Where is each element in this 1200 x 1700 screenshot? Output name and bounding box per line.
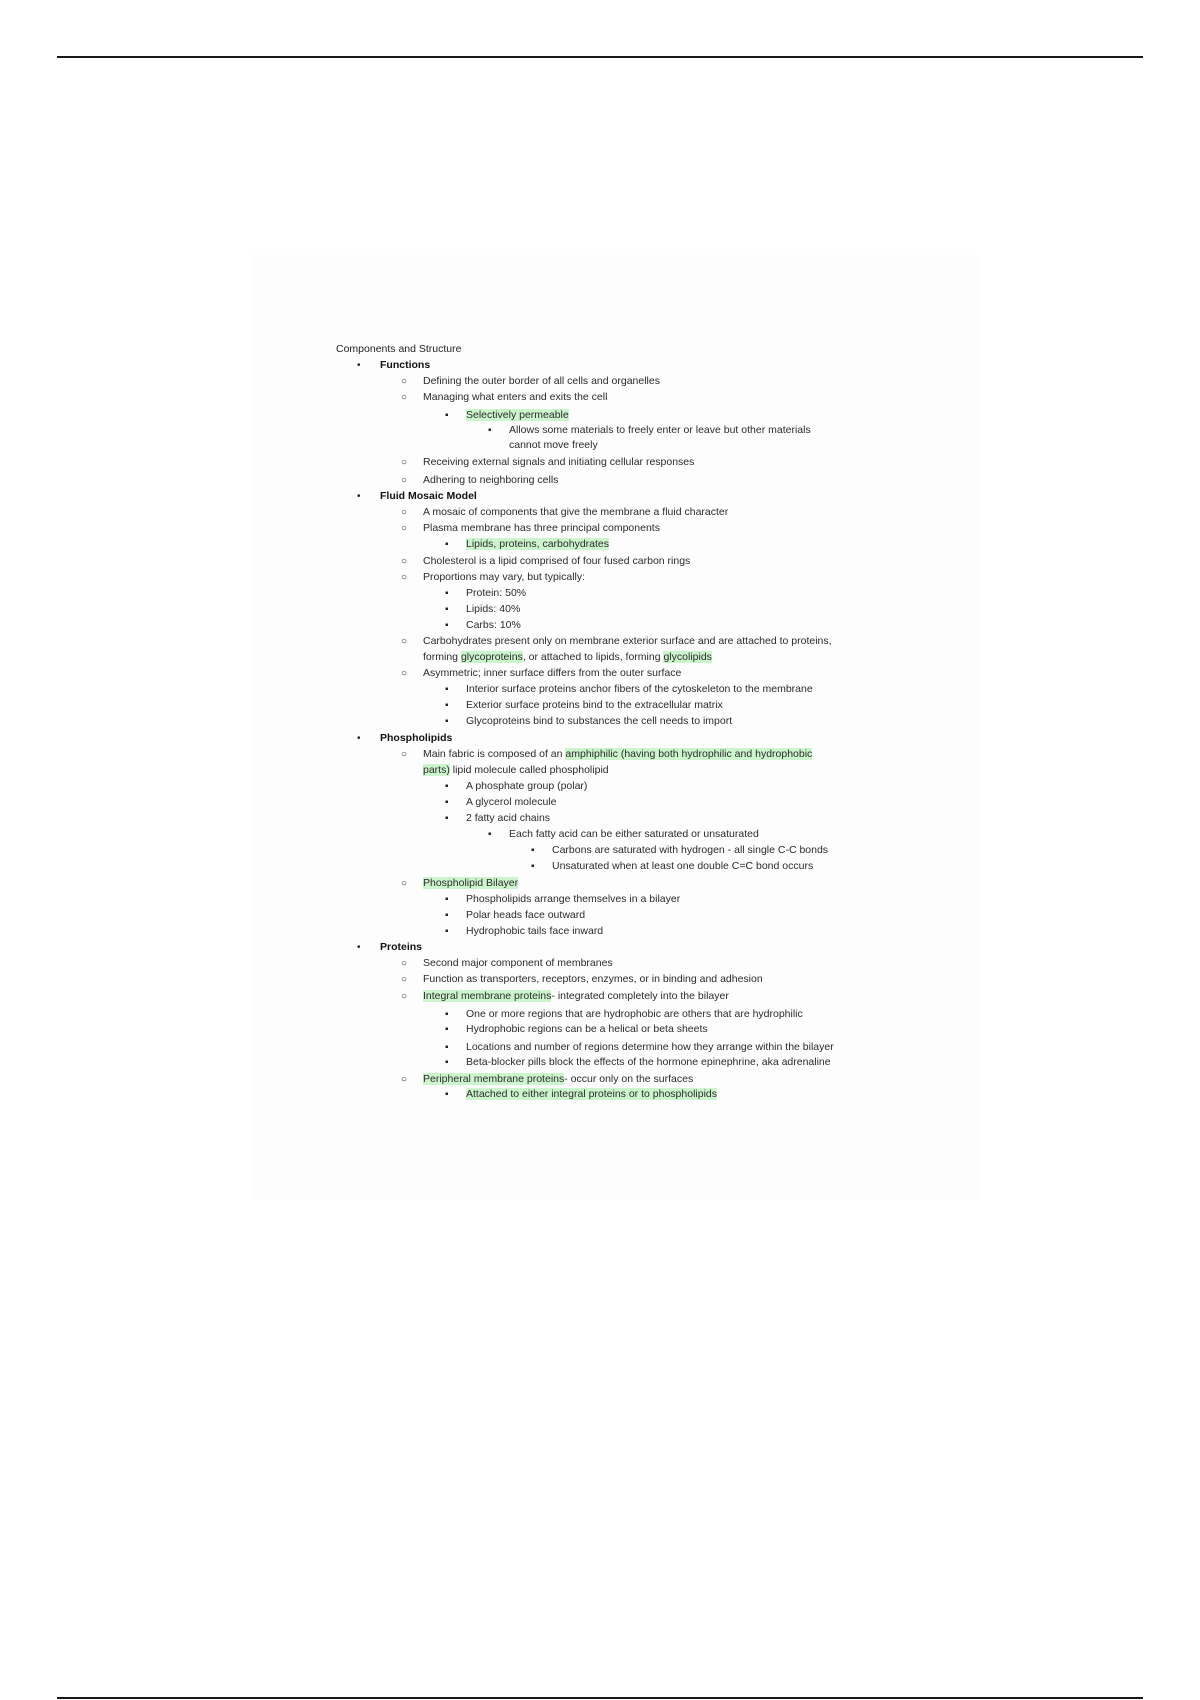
list-item: Receiving external signals and initiating cellular responses [423,456,695,468]
bullet: ▪ [531,845,535,856]
list-item: Locations and number of regions determine how they arrange within the bilayer [466,1041,834,1053]
bullet: ○ [401,668,408,679]
highlighted-term: Phospholipid Bilayer [423,877,519,889]
bullet: ○ [401,475,408,486]
bullet: ▪ [445,813,449,824]
bullet: ○ [401,878,408,889]
section-heading: Fluid Mosaic Model [380,490,477,502]
bullet: ▪ [488,829,492,840]
bullet: ▪ [445,716,449,727]
list-item: Hydrophobic regions can be a helical or beta sheets [466,1023,708,1035]
text-run: lipid molecule called phospholipid [449,764,609,776]
bullet: ▪ [445,604,449,615]
list-item-continuation [423,764,609,777]
list-item-continuation [423,651,712,664]
list-item [423,990,729,1003]
bullet: ○ [401,392,408,403]
bullet: ○ [401,991,408,1002]
highlighted-term: glycolipids [663,651,712,663]
bullet: ▪ [445,1057,449,1068]
list-item: Allows some materials to freely enter or leave but other materials [509,424,811,436]
bullet: ○ [401,749,408,760]
bullet: ○ [401,507,408,518]
list-item: Lipids: 40% [466,603,521,615]
bullet: ▪ [445,1042,449,1053]
list-item: Second major component of membranes [423,957,613,969]
text-run: forming [423,651,461,663]
list-item-continuation: cannot move freely [509,439,598,451]
bullet: ○ [401,556,408,567]
text-run: , or attached to lipids, forming [522,651,664,663]
text-run: - integrated completely into the bilayer [551,990,729,1002]
bullet: ▪ [445,910,449,921]
bottom-rule [57,1697,1143,1699]
bullet: ▪ [488,425,492,436]
bullet: ▪ [445,1009,449,1020]
bullet: ▪ [531,861,535,872]
list-item: A mosaic of components that give the membrane a fluid character [423,506,729,518]
highlighted-term: glycoproteins [460,651,523,663]
bullet: ▪ [445,926,449,937]
bullet: ▪ [445,797,449,808]
bullet: ▪ [445,781,449,792]
list-item: Plasma membrane has three principal components [423,522,660,534]
bullet: ▪ [445,894,449,905]
list-item: Function as transporters, receptors, enzymes, or in binding and adhesion [423,973,763,985]
bullet: ▪ [445,700,449,711]
bullet: • [357,942,361,953]
document-title: Components and Structure [336,343,462,355]
list-item: A glycerol molecule [466,796,557,808]
bullet: ▪ [445,1089,449,1100]
list-item: Carbons are saturated with hydrogen - all single C-C bonds [552,844,829,856]
bullet: ▪ [445,684,449,695]
bullet: ○ [401,636,408,647]
list-item: A phosphate group (polar) [466,780,588,792]
bullet: • [357,733,361,744]
list-item [423,748,812,761]
bullet: ○ [401,457,408,468]
list-item: Proportions may vary, but typically: [423,571,586,583]
bullet: ▪ [445,588,449,599]
list-item: Carbohydrates present only on membrane exterior surface and are attached to proteins, [423,635,832,647]
list-item: Exterior surface proteins bind to the extracellular matrix [466,699,723,711]
list-item: Interior surface proteins anchor fibers of the cytoskeleton to the membrane [466,683,813,695]
list-item: Glycoproteins bind to substances the cell needs to import [466,715,733,727]
list-item: Polar heads face outward [466,909,586,921]
list-item [423,1073,693,1086]
list-item: Phospholipids arrange themselves in a bilayer [466,893,681,905]
list-item: Protein: 50% [466,587,527,599]
top-rule [57,56,1143,58]
list-item: Managing what enters and exits the cell [423,391,608,403]
highlighted-term: Integral membrane proteins [423,990,552,1002]
bullet: ○ [401,376,408,387]
bullet: ▪ [445,539,449,550]
list-item: Adhering to neighboring cells [423,474,559,486]
list-item: Each fatty acid can be either saturated or unsaturated [509,828,759,840]
highlighted-term: Attached to either integral proteins or to phospholipids [466,1088,717,1100]
bullet: ○ [401,572,408,583]
section-heading: Functions [380,359,431,371]
text-run: Main fabric is composed of an [423,748,566,760]
section-heading: Phospholipids [380,732,453,744]
bullet: ○ [401,974,408,985]
highlighted-term: amphiphilic (having both hydrophilic and hydrophobic [565,748,813,760]
list-item: Unsaturated when at least one double C=C bond occurs [552,860,814,872]
bullet: ▪ [445,410,449,421]
list-item: Asymmetric; inner surface differs from the outer surface [423,667,682,679]
text-run: - occur only on the surfaces [564,1073,694,1085]
list-item: Defining the outer border of all cells and organelles [423,375,660,387]
list-item: Hydrophobic tails face inward [466,925,604,937]
bullet: • [357,491,361,502]
list-item: 2 fatty acid chains [466,812,551,824]
bullet: • [357,360,361,371]
bullet: ○ [401,523,408,534]
highlighted-term: parts) [423,764,450,776]
bullet: ▪ [445,1024,449,1035]
list-item: Carbs: 10% [466,619,521,631]
highlighted-term: Selectively permeable [466,409,569,421]
highlighted-term: Lipids, proteins, carbohydrates [466,538,609,550]
highlighted-term: Peripheral membrane proteins [423,1073,565,1085]
bullet: ○ [401,1074,408,1085]
list-item: Beta-blocker pills block the effects of the hormone epinephrine, aka adrenaline [466,1056,831,1068]
list-item: Cholesterol is a lipid comprised of four fused carbon rings [423,555,691,567]
bullet: ○ [401,958,408,969]
bullet: ▪ [445,620,449,631]
list-item: One or more regions that are hydrophobic are others that are hydrophilic [466,1008,803,1020]
section-heading: Proteins [380,941,423,953]
